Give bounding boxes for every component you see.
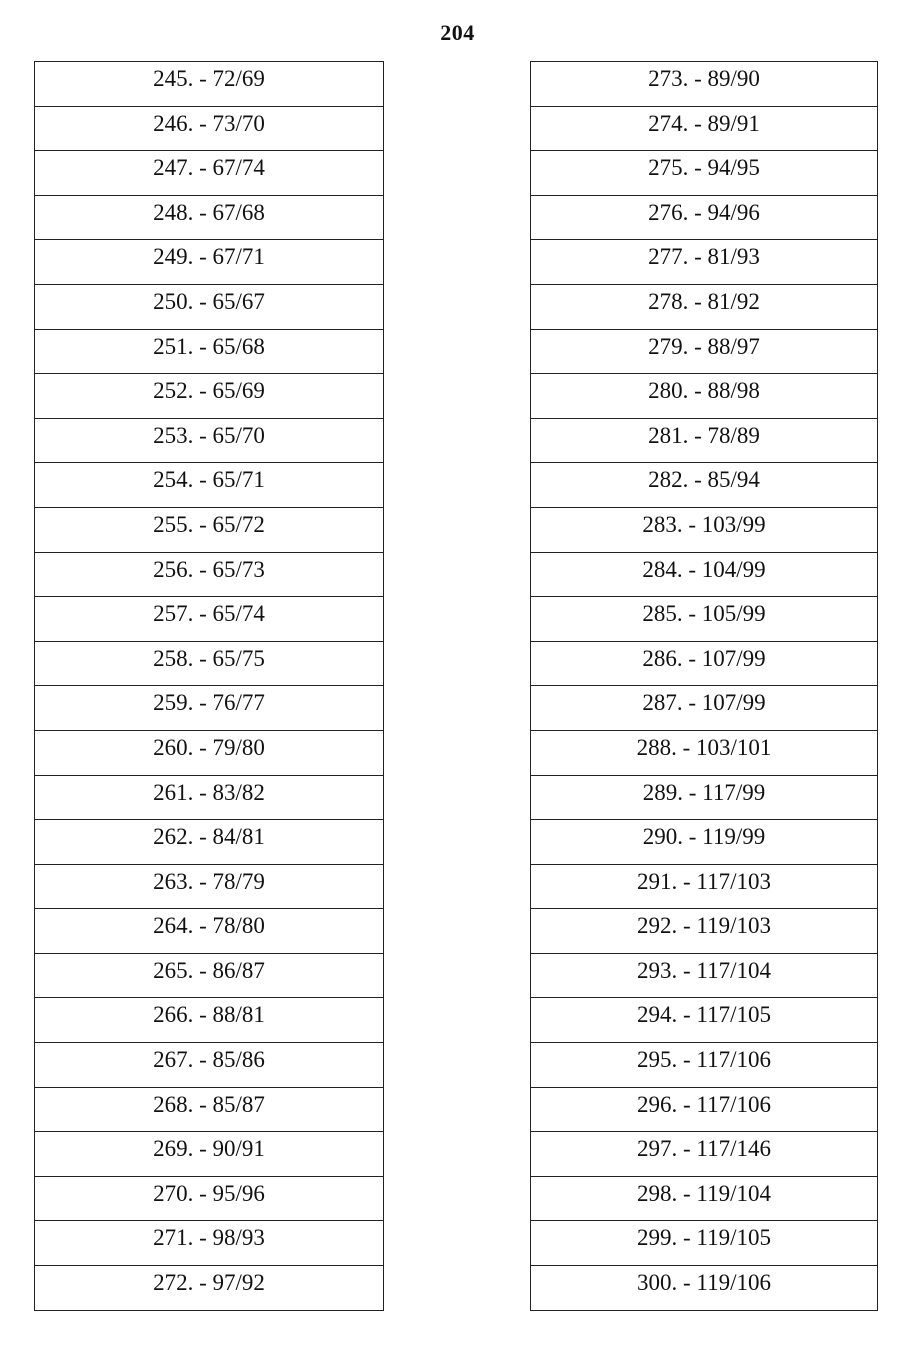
cell-text: 264. - 78/80 <box>153 913 265 939</box>
cell-text: 292. - 119/103 <box>637 913 771 939</box>
cell-text: 259. - 76/77 <box>153 690 265 716</box>
cell-text: 247. - 67/74 <box>153 155 265 181</box>
table-cell <box>531 240 878 285</box>
cell-text: 295. - 117/106 <box>637 1047 771 1073</box>
table-cell <box>531 686 878 731</box>
table-cell <box>531 418 878 463</box>
table-row <box>35 463 384 508</box>
table-row <box>531 998 878 1043</box>
table-row <box>35 953 384 998</box>
table-row <box>35 1176 384 1221</box>
cell-text: 272. - 97/92 <box>153 1270 265 1296</box>
cell-text: 257. - 65/74 <box>153 601 265 627</box>
table-cell <box>35 909 384 954</box>
cell-text: 300. - 119/106 <box>637 1270 771 1296</box>
table-cell <box>35 151 384 196</box>
table-cell <box>531 62 878 107</box>
cell-text: 274. - 89/91 <box>648 110 760 136</box>
table-cell <box>531 1087 878 1132</box>
cell-text: 291. - 117/103 <box>637 868 771 894</box>
cell-text: 280. - 88/98 <box>648 378 760 404</box>
table-row <box>531 329 878 374</box>
table-row <box>35 62 384 107</box>
table-cell <box>531 329 878 374</box>
cell-text: 278. - 81/92 <box>648 288 760 314</box>
cell-text: 246. - 73/70 <box>153 110 265 136</box>
table-cell <box>531 820 878 865</box>
cell-text: 276. - 94/96 <box>648 199 760 225</box>
table-row <box>35 909 384 954</box>
table-cell <box>35 240 384 285</box>
cell-text: 269. - 90/91 <box>153 1136 265 1162</box>
table-cell <box>35 1043 384 1088</box>
table-cell <box>35 1266 384 1311</box>
table-cell <box>531 641 878 686</box>
table-cell <box>531 909 878 954</box>
cell-text: 296. - 117/106 <box>637 1091 771 1117</box>
table-row <box>531 106 878 151</box>
table-row <box>35 730 384 775</box>
cell-text: 288. - 103/101 <box>636 734 772 760</box>
table-cell <box>35 730 384 775</box>
cell-text: 256. - 65/73 <box>153 556 265 582</box>
table-row <box>35 418 384 463</box>
table-row <box>531 284 878 329</box>
table-row <box>35 820 384 865</box>
right-table <box>530 61 878 1311</box>
left-table <box>34 61 384 1311</box>
table-cell <box>35 820 384 865</box>
cell-text: 266. - 88/81 <box>153 1002 265 1028</box>
cell-text: 253. - 65/70 <box>153 422 265 448</box>
table-row <box>35 329 384 374</box>
table-row <box>35 106 384 151</box>
table-cell <box>35 641 384 686</box>
table-cell <box>531 730 878 775</box>
table-cell <box>531 1043 878 1088</box>
table-row <box>35 1043 384 1088</box>
table-row <box>531 686 878 731</box>
table-row <box>531 775 878 820</box>
table-row <box>35 284 384 329</box>
table-cell <box>531 998 878 1043</box>
table-row <box>35 507 384 552</box>
table-cell <box>531 1176 878 1221</box>
table-cell <box>531 864 878 909</box>
cell-text: 252. - 65/69 <box>153 378 265 404</box>
cell-text: 293. - 117/104 <box>637 957 771 983</box>
cell-text: 251. - 65/68 <box>153 333 265 359</box>
cell-text: 260. - 79/80 <box>153 734 265 760</box>
table-cell <box>35 463 384 508</box>
table-cell <box>35 552 384 597</box>
cell-text: 298. - 119/104 <box>637 1180 771 1206</box>
cell-text: 286. - 107/99 <box>642 645 766 671</box>
right-table-body <box>531 62 878 1311</box>
table-row <box>531 909 878 954</box>
table-row <box>35 775 384 820</box>
table-cell <box>35 1221 384 1266</box>
table-row <box>35 1221 384 1266</box>
cell-text: 294. - 117/105 <box>637 1002 771 1028</box>
table-row <box>531 1221 878 1266</box>
table-cell <box>35 418 384 463</box>
table-row <box>35 240 384 285</box>
cell-text: 262. - 84/81 <box>153 824 265 850</box>
table-row <box>531 463 878 508</box>
table-cell <box>35 1087 384 1132</box>
cell-text: 285. - 105/99 <box>642 601 766 627</box>
cell-text: 270. - 95/96 <box>153 1180 265 1206</box>
cell-text: 273. - 89/90 <box>648 66 760 91</box>
table-cell <box>531 953 878 998</box>
table-cell <box>35 775 384 820</box>
table-cell <box>531 507 878 552</box>
table-cell <box>35 864 384 909</box>
table-row <box>531 374 878 419</box>
table-cell <box>35 597 384 642</box>
table-row <box>35 597 384 642</box>
table-cell <box>531 775 878 820</box>
table-row <box>531 62 878 107</box>
table-row <box>531 864 878 909</box>
cell-text: 281. - 78/89 <box>648 422 760 448</box>
table-cell <box>35 62 384 107</box>
cell-text: 289. - 117/99 <box>642 779 766 805</box>
table-row <box>531 151 878 196</box>
table-cell <box>531 374 878 419</box>
table-row <box>531 507 878 552</box>
table-row <box>35 1266 384 1311</box>
table-row <box>35 151 384 196</box>
table-cell <box>531 1132 878 1177</box>
table-cell <box>35 106 384 151</box>
table-row <box>531 418 878 463</box>
table-row <box>531 1176 878 1221</box>
table-row <box>531 820 878 865</box>
table-row <box>35 641 384 686</box>
cell-text: 258. - 65/75 <box>153 645 265 671</box>
cell-text: 297. - 117/146 <box>637 1136 771 1162</box>
table-cell <box>35 686 384 731</box>
table-row <box>35 195 384 240</box>
table-row <box>531 1266 878 1311</box>
table-cell <box>531 106 878 151</box>
table-cell <box>35 1176 384 1221</box>
table-row <box>531 1132 878 1177</box>
cell-text: 282. - 85/94 <box>648 467 760 493</box>
table-row <box>35 998 384 1043</box>
table-cell <box>35 507 384 552</box>
table-row <box>35 1132 384 1177</box>
left-table-body <box>35 62 384 1311</box>
cell-text: 287. - 107/99 <box>642 690 766 716</box>
cell-text: 249. - 67/71 <box>153 244 265 270</box>
cell-text: 245. - 72/69 <box>153 66 265 91</box>
cell-text: 254. - 65/71 <box>153 467 265 493</box>
table-row <box>35 686 384 731</box>
table-row <box>531 240 878 285</box>
cell-text: 268. - 85/87 <box>153 1091 265 1117</box>
table-row <box>531 552 878 597</box>
table-cell <box>35 195 384 240</box>
table-cell <box>531 1221 878 1266</box>
table-cell <box>531 463 878 508</box>
table-row <box>531 195 878 240</box>
cell-text: 267. - 85/86 <box>153 1047 265 1073</box>
cell-text: 283. - 103/99 <box>642 511 766 537</box>
table-row <box>531 1043 878 1088</box>
table-cell <box>531 151 878 196</box>
cell-text: 248. - 67/68 <box>153 199 265 225</box>
table-row <box>35 374 384 419</box>
table-cell <box>35 329 384 374</box>
table-row <box>35 1087 384 1132</box>
cell-text: 250. - 65/67 <box>153 288 265 314</box>
cell-text: 255. - 65/72 <box>153 511 265 537</box>
cell-text: 279. - 88/97 <box>648 333 760 359</box>
table-cell <box>35 284 384 329</box>
table-cell <box>531 552 878 597</box>
table-cell <box>35 1132 384 1177</box>
cell-text: 299. - 119/105 <box>637 1225 771 1251</box>
table-cell <box>35 374 384 419</box>
cell-text: 275. - 94/95 <box>648 155 760 181</box>
table-row <box>531 730 878 775</box>
table-cell <box>531 1266 878 1311</box>
table-cell <box>531 195 878 240</box>
table-cell <box>35 998 384 1043</box>
cell-text: 261. - 83/82 <box>153 779 265 805</box>
table-row <box>531 953 878 998</box>
table-row <box>531 641 878 686</box>
cell-text: 284. - 104/99 <box>642 556 766 582</box>
table-cell <box>531 284 878 329</box>
cell-text: 271. - 98/93 <box>153 1225 265 1251</box>
cell-text: 263. - 78/79 <box>153 868 265 894</box>
table-row <box>531 1087 878 1132</box>
table-row <box>35 552 384 597</box>
cell-text: 290. - 119/99 <box>642 824 766 850</box>
table-row <box>35 864 384 909</box>
table-row <box>531 597 878 642</box>
cell-text: 277. - 81/93 <box>648 244 760 270</box>
page-number: 204 <box>440 20 475 45</box>
cell-text: 265. - 86/87 <box>153 957 265 983</box>
table-cell <box>531 597 878 642</box>
table-cell <box>35 953 384 998</box>
